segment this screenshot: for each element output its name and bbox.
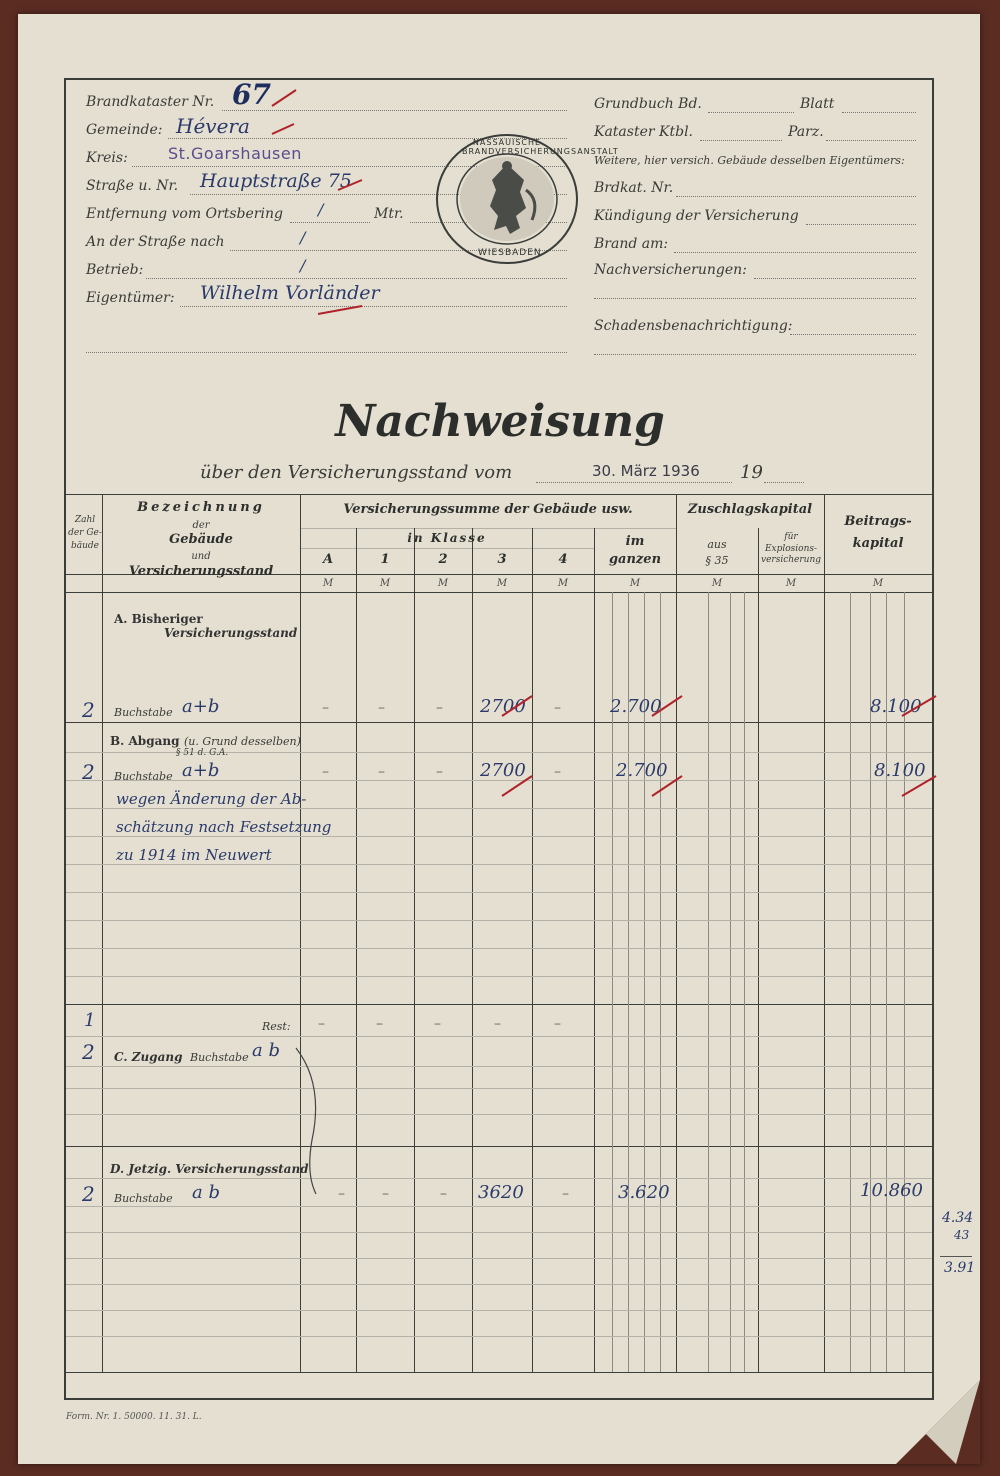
currency-mark: M (785, 578, 797, 589)
schaden-label: Schadensbenachrichtigung: (594, 318, 793, 334)
section-b-title: B. Abgang (110, 734, 180, 748)
form-number: Form. Nr. 1. 50000. 11. 31. L. (66, 1412, 202, 1422)
section-a-buchstabe-label: Buchstabe (114, 706, 173, 719)
currency-mark: M (379, 578, 391, 589)
currency-mark: M (557, 578, 569, 589)
section-d-ganzen: 3.620 (618, 1182, 670, 1203)
folded-corner (896, 1380, 980, 1464)
section-d-klasse3: 3620 (478, 1182, 524, 1203)
section-d-buchstabe-value: a b (192, 1182, 220, 1203)
eigentuemer-value: Wilhelm Vorländer (200, 282, 380, 304)
dash-b-klasse-a: – (322, 764, 329, 780)
gemeinde-value: Hévera (176, 114, 250, 138)
brandkataster-value: 67 (232, 78, 271, 111)
entfernung-value: / (318, 200, 324, 219)
dash-a-klasse-4: – (554, 700, 561, 716)
date-stamp: 30. März 1936 (592, 462, 700, 480)
section-b-klasse3: 2700 (480, 760, 526, 781)
section-b-note2: § 51 d. G.A. (176, 748, 229, 758)
klasse-3: 3 (497, 552, 507, 567)
section-b-beitrag: 8.100 (874, 760, 926, 781)
currency-mark: M (872, 578, 884, 589)
col-summe-header: Versicherungssumme der Gebäude usw. (343, 502, 633, 517)
klasse-a: A (322, 552, 334, 567)
dash-rest-klasse-4: – (554, 1016, 561, 1032)
dash-d-klasse-2: – (440, 1186, 447, 1202)
brandkataster-label: Brandkataster Nr. (86, 94, 215, 110)
section-b-ganzen: 2.700 (616, 760, 668, 781)
seal-ring-text: NASSAUISCHE BRANDVERSICHERUNGSANSTALT (462, 138, 619, 156)
gemeinde-label: Gemeinde: (86, 122, 163, 138)
parz-label: Parz. (788, 124, 824, 140)
brand-label: Brand am: (594, 236, 669, 252)
section-c-buchstabe-value: a b (252, 1040, 280, 1061)
strasse-value: Hauptstraße 75 (200, 170, 352, 192)
section-b-reason-line: wegen Änderung der Ab- (116, 790, 307, 808)
eigentuemer-label: Eigentümer: (86, 290, 175, 306)
section-b-buchstabe-label: Buchstabe (114, 770, 173, 783)
dash-a-klasse-2: – (436, 700, 443, 716)
section-a-buchstabe-value: a+b (182, 696, 220, 717)
section-a-ganzen: 2.700 (610, 696, 662, 717)
dash-a-klasse-1: – (378, 700, 385, 716)
section-d-beitrag: 10.860 (860, 1180, 923, 1201)
strasse-label: Straße u. Nr. (86, 178, 179, 194)
section-a-beitrag: 8.100 (870, 696, 922, 717)
strasse-nach-value: / (300, 228, 306, 247)
currency-mark: M (711, 578, 723, 589)
currency-mark: M (322, 578, 334, 589)
weitere-label: Weitere, hier versich. Gebäude desselben Eigentümers: (594, 154, 905, 167)
col-fuer: für (784, 532, 798, 542)
col-bez-der: der (192, 520, 210, 531)
section-d-count: 2 (82, 1182, 95, 1206)
section-d-calc: 3.91 (944, 1260, 976, 1276)
red-check-mark (270, 118, 300, 138)
blatt-label: Blatt (800, 96, 835, 112)
kuendigung-label: Kündigung der Versicherung (594, 208, 799, 224)
section-b-note: (u. Grund desselben) (184, 735, 301, 748)
red-check-mark (900, 770, 940, 800)
entfernung-unit: Mtr. (374, 206, 404, 222)
col-zahl-header: Zahl der Ge- bäude (68, 515, 102, 551)
section-d-calc: 43 (954, 1228, 970, 1242)
klasse-4: 4 (558, 552, 568, 567)
red-check-mark (336, 174, 366, 194)
currency-mark: M (629, 578, 641, 589)
pencil-arrow-stroke (290, 1044, 330, 1204)
red-underline-mark (316, 300, 366, 318)
entfernung-label: Entfernung vom Ortsbering (86, 206, 283, 222)
col-bez-und: und (191, 551, 211, 562)
col-zuschlag-header: Zuschlagskapital (687, 502, 813, 517)
dash-d-klasse-a: – (338, 1186, 345, 1202)
kreis-label: Kreis: (86, 150, 128, 166)
kataster-label: Kataster Ktbl. (594, 124, 693, 140)
red-check-mark (650, 690, 686, 720)
red-check-mark (900, 690, 940, 720)
dash-b-klasse-1: – (378, 764, 385, 780)
section-d-calc: 4.34 (942, 1210, 974, 1226)
col-versicherungsstand-header: Versicherungsstand (128, 564, 274, 579)
red-check-mark (500, 770, 536, 800)
klasse-2: 2 (438, 552, 448, 567)
document-title: Nachweisung (335, 396, 665, 447)
section-a-count: 2 (82, 698, 95, 722)
dash-rest-klasse-1: – (376, 1016, 383, 1032)
dash-rest-klasse-3: – (494, 1016, 501, 1032)
section-a-sub: Versicherungsstand (164, 626, 298, 640)
brdkat-label: Brdkat. Nr. (594, 180, 674, 196)
section-a-title: A. Bisheriger (114, 612, 203, 626)
section-c-count: 2 (82, 1040, 95, 1064)
currency-mark: M (437, 578, 449, 589)
col-bezeichnung-header: Bezeichnung (137, 500, 265, 515)
section-c-title: C. Zugang (114, 1050, 183, 1064)
seal-city: WIESBADEN (478, 248, 542, 258)
currency-mark: M (496, 578, 508, 589)
grundbuch-label: Grundbuch Bd. (594, 96, 702, 112)
col-ganzen: ganzen (608, 552, 662, 567)
subtitle: über den Versicherungsstand vom (200, 462, 513, 483)
section-a-klasse3: 2700 (480, 696, 526, 717)
section-b-reason-line: schätzung nach Festsetzung (116, 818, 332, 836)
section-b-count: 2 (82, 760, 95, 784)
kreis-stamp: St.Goarshausen (168, 144, 302, 163)
col-klasse-header: in Klasse (407, 531, 487, 545)
year-prefix: 19 (740, 462, 763, 483)
col-aus: aus (707, 538, 727, 551)
klasse-1: 1 (380, 552, 390, 567)
col-beitrag-header-1: Beitrags- (844, 514, 912, 529)
section-b-buchstabe-value: a+b (182, 760, 220, 781)
red-check-mark (270, 86, 300, 110)
betrieb-value: / (300, 256, 306, 275)
section-b-reason-line: zu 1914 im Neuwert (116, 846, 272, 864)
strasse-nach-label: An der Straße nach (86, 234, 225, 250)
section-c-buchstabe-label: Buchstabe (190, 1051, 249, 1064)
col-explosion: Explosions- versicherung (760, 544, 822, 565)
dash-b-klasse-4: – (554, 764, 561, 780)
col-beitrag-header-2: kapital (852, 536, 904, 551)
section-d-buchstabe-label: Buchstabe (114, 1192, 173, 1205)
betrieb-label: Betrieb: (86, 262, 144, 278)
dash-rest-klasse-2: – (434, 1016, 441, 1032)
dash-b-klasse-2: – (436, 764, 443, 780)
dash-a-klasse-a: – (322, 700, 329, 716)
section-d-title: D. Jetzig. Versicherungsstand (110, 1162, 309, 1176)
red-check-mark (500, 690, 536, 720)
col-im: im (625, 534, 645, 549)
dash-d-klasse-1: – (382, 1186, 389, 1202)
col-gebaeude-header: Gebäude (169, 532, 233, 547)
dash-rest-klasse-a: – (318, 1016, 325, 1032)
col-paragraph: § 35 (705, 554, 729, 567)
nachversicherungen-label: Nachversicherungen: (594, 262, 747, 278)
rest-label: Rest: (262, 1020, 291, 1033)
red-check-mark (650, 770, 686, 800)
rest-count: 1 (84, 1010, 96, 1031)
dash-d-klasse-4: – (562, 1186, 569, 1202)
